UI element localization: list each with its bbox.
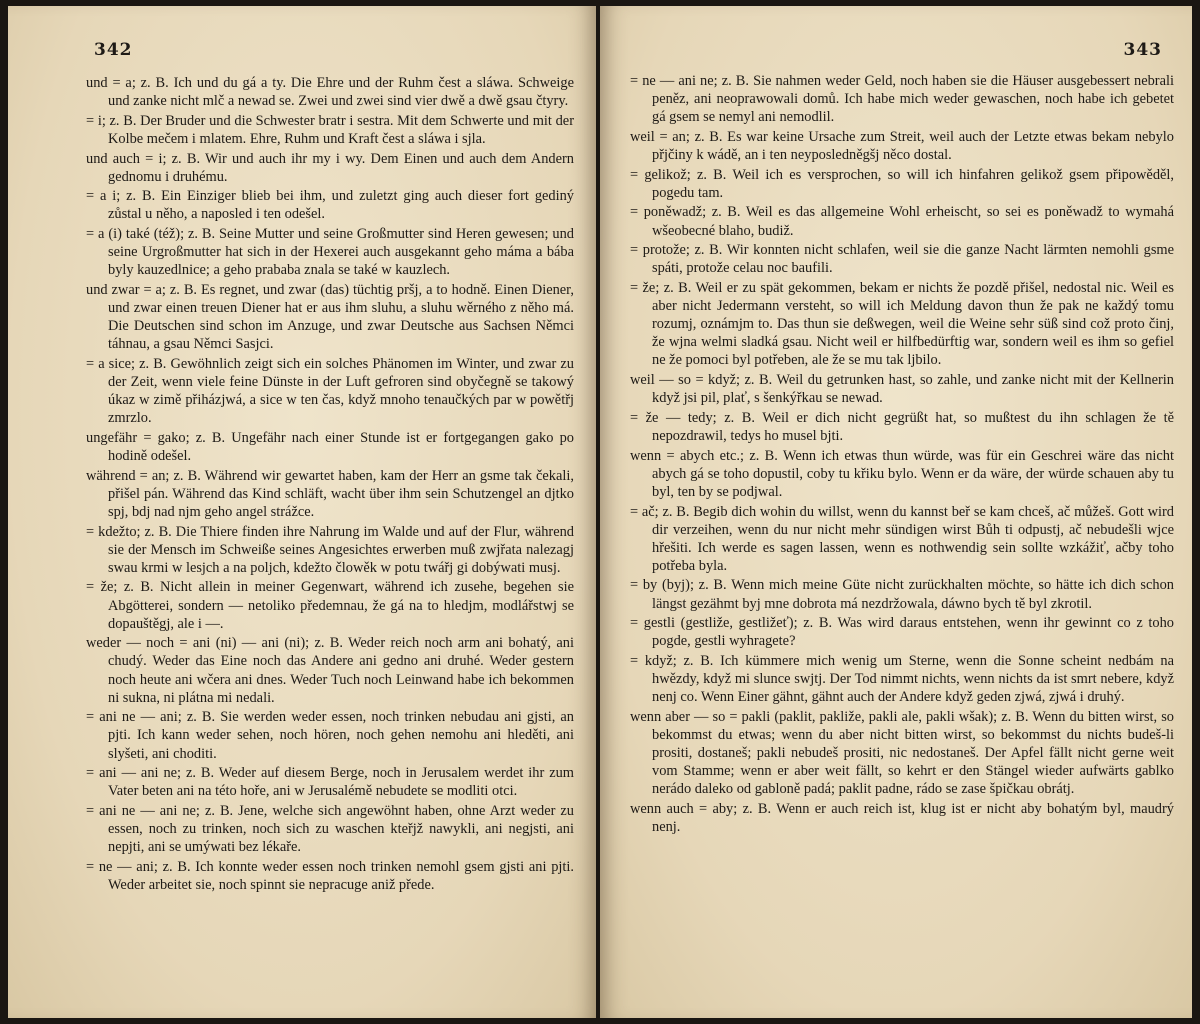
dictionary-entry: = ne — ani; z. B. Ich konnte weder essen noch trinken nemohl gsem gjsti ani pjti. Weder arbeitet sie, noch spinnt sie nepracuge aniž přede.: [86, 858, 574, 893]
dictionary-entry: wenn auch = aby; z. B. Wenn er auch reich ist, klug ist er nicht aby bohatým byl, maudrý nenj.: [630, 800, 1174, 836]
dictionary-entry: weil — so = když; z. B. Weil du getrunken hast, so zahle, und zanke nicht mit der Kellnerin když jsi pil, plať, s šenkýřkau se newad.: [630, 372, 1174, 407]
dictionary-entry: ungefähr = gako; z. B. Ungefähr nach einer Stunde ist er fortgegangen gako po hodině odešel.: [86, 429, 574, 465]
dictionary-entry: = a (i) také (též); z. B. Seine Mutter und seine Großmutter sind Heren gewesen; und seine Urgroßmutter hat sich in der Hexerei auch ausgekannt geho máma a bába byly kauzedlnice; a geho prababa znala se také w kauzlech.: [86, 226, 574, 279]
dictionary-entry: und = a; z. B. Ich und du gá a ty. Die Ehre und der Ruhm čest a sláwa. Schweige und zanke nicht mlč a newad se. Zwei und zwei sind vier dwě a dwě gsau čtyry.: [86, 75, 574, 110]
left-page: [8, 6, 596, 1018]
dictionary-entry: = a i; z. B. Ein Einziger blieb bei ihm, und zuletzt ging auch dieser fort gediný zůstal u něho, a naposled i ten odešel.: [86, 188, 574, 223]
dictionary-entry: = ač; z. B. Begib dich wohin du willst, wenn du kannst beř se kam chceš, ač můžeš. Gott wird dir verzeihen, wenn du nur nicht mehr sündigen wirst Bůh ti odpustj, ač nebudešli wjce hřešiti. Ich werde es sagen lassen, wenn es nothwendig sein sollte wzkážiť, ačby toho potřeba byla.: [630, 503, 1174, 574]
dictionary-entry: = ani ne — ani; z. B. Sie werden weder essen, noch trinken nebudau ani gjsti, an pjti. Ich kann weder sehen, noch hören, noch gehen nemohu ani hleděti, ani slyšeti, ani choditi.: [86, 709, 574, 762]
dictionary-entry: = by (byj); z. B. Wenn mich meine Güte nicht zurückhalten möchte, so hätte ich dich schon längst gezähmt byj mne dobrota má nezdržowala, dáwno bych tě byl zkrotil.: [630, 577, 1174, 612]
right-page-number: 343: [1123, 40, 1162, 60]
dictionary-entry: = že; z. B. Nicht allein in meiner Gegenwart, während ich zusehe, begehen sie Abgötterei, sondern — netoliko předemnau, že gá na to hledjm, modlářstwj se dopauštěgj, ale i —.: [86, 579, 574, 632]
dictionary-entry: = gelikož; z. B. Weil ich es versprochen, so will ich hinfahren gelikož gsem připowěděl, pogedu tam.: [630, 166, 1174, 201]
dictionary-entry: = protože; z. B. Wir konnten nicht schlafen, weil sie die ganze Nacht lärmten nemohli gsme spáti, protože celau noc baufili.: [630, 242, 1174, 277]
dictionary-entry: während = an; z. B. Während wir gewartet haben, kam der Herr an gsme tak čekali, přišel pán. Während das Kind schläft, wacht über ihm sein Schutzengel an djtko spj, bdj nad njm geho angel strážce.: [86, 467, 574, 520]
dictionary-entry: = a sice; z. B. Gewöhnlich zeigt sich ein solches Phänomen im Winter, und zwar zu der Zeit, wenn viele feine Dünste in der Luft gefroren sind obyčegně se takowý úkaz w zimě přiházjwá, a sice w ten čas, když mnoho tenaučkých par w powětřj zmrzlo.: [86, 355, 574, 427]
dictionary-entry: und zwar = a; z. B. Es regnet, und zwar (das) tüchtig pršj, a to hodně. Einen Diener, und zwar einen treuen Diener hat er aus ihm sluhu, a sluhu wěrného z něho má. Die Deutschen sind schon im Anzuge, und zwar Deutsche aus Sachsen Němci táhnau, a gsau Němci Sasjci.: [86, 282, 574, 353]
dictionary-entry: = když; z. B. Ich kümmere mich wenig um Sterne, wenn die Sonne scheint nedbám na hwězdy, když mi slunce swjtj. Der Tod nimmt nichts, wenn nichts da ist smrt nebere, když nenj co. Wenn Einer gähnt, gähnt auch der Andere když geden zjwá, zjwá i druhý.: [630, 653, 1174, 706]
right-page: [600, 6, 1192, 1018]
dictionary-entry: und auch = i; z. B. Wir und auch ihr my i wy. Dem Einen und auch dem Andern gednomu i druhému.: [86, 150, 574, 185]
dictionary-entry: = ani — ani ne; z. B. Weder auf diesem Berge, noch in Jerusalem werdet ihr zum Vater beten ani na této hoře, ani w Jerusalémě nebudete se modliti otci.: [86, 765, 574, 800]
dictionary-entry: = gestli (gestliže, gestližeť); z. B. Was wird daraus entstehen, wenn ihr gewinnt co z toho pogde, gestli wyhragete?: [630, 615, 1174, 650]
dictionary-entry: = i; z. B. Der Bruder und die Schwester bratr i sestra. Mit dem Schwerte und mit der Kolbe mečem i mlatem. Ehre, Ruhm und Kraft čest a sláwa i sjla.: [86, 112, 574, 147]
dictionary-entry: wenn = abych etc.; z. B. Wenn ich etwas thun würde, was für ein Geschrei wäre das nicht abych gá se toho dopustil, coby tu křiku bylo. Wenn er da wäre, der würde schauen aby tu byl, ten by se podjwal.: [630, 447, 1174, 500]
dictionary-entry: = kdežto; z. B. Die Thiere finden ihre Nahrung im Walde und auf der Flur, während sie der Mensch im Schweiße seines Angesichtes erwerben muß zwjřata nalezagj swau krmi w lesjch a na poljch, kdežto člowěk w potu twářj gi dobýwati musj.: [86, 523, 574, 576]
dictionary-entry: = že; z. B. Weil er zu spät gekommen, bekam er nichts že pozdě přišel, nedostal nic. Weil es aber nicht Jedermann versteht, so will ich Meldung davon thun že pak ne každý tomu rozumj, oznámjm to. Das thun sie deßwegen, weil die Weine sehr süß sind což proto činj, že wjna welmi sladká gsau. Nicht weil er hilfbedürftig war, sondern weil es ihm so gefiel ne že pomoci byl potřeben, ale že se mu tak ljbilo.: [630, 280, 1174, 369]
dictionary-entry: = ani ne — ani ne; z. B. Jene, welche sich angewöhnt haben, ohne Arzt weder zu essen, noch zu trinken, noch sich zu waschen kteřjž nawykli, ani negjsti, ani nepjti, ani se umýwati bez lékaře.: [86, 802, 574, 856]
dictionary-entry: = že — tedy; z. B. Weil er dich nicht gegrüßt hat, so mußtest du ihn schlagen že tě nepozdrawil, tedys ho musel bjti.: [630, 409, 1174, 444]
left-page-entries: [86, 74, 574, 894]
dictionary-entry: weder — noch = ani (ni) — ani (ni); z. B. Weder reich noch arm ani bohatý, ani chudý. Weder das Eine noch das Andere ani gedno ani druhé. Weder gestern noch heute ani wčera ani dnes. Weder Tuch noch Leinwand habe ich bekommen ni sukna, ni plátna mi nedali.: [86, 635, 574, 706]
left-page-number: 342: [94, 40, 133, 60]
dictionary-entry: wenn aber — so = pakli (paklit, pakliže, pakli ale, pakli wšak); z. B. Wenn du bitten wirst, so bekommst du etwas; wenn du aber nicht bitten wirst, so bekommst du nichts budeš-li prositi, dostaneš; pakli nebudeš prositi, nic nedostaneš. Der Apfel fällt nicht gerne weit vom Stamme; wenn er aber weit fällt, so kehrt er den Stängel wieder aufwärts gablko nerádo daleko od gabloně padá; paklit padne, rádo se zase špičkau obrátj.: [630, 708, 1174, 798]
dictionary-entry: = poněwadž; z. B. Weil es das allgemeine Wohl erheischt, so sei es poněwadž to wymahá wšeobecné blaho, budiž.: [630, 204, 1174, 239]
dictionary-entry: = ne — ani ne; z. B. Sie nahmen weder Geld, noch haben sie die Häuser ausgebessert nebrali peněz, ani neoprawowali domů. Ich habe mich weder gewaschen, noch habe ich gebetet gá gsem se nemyl ani nemodlil.: [630, 73, 1174, 126]
dictionary-entry: weil = an; z. B. Es war keine Ursache zum Streit, weil auch der Letzte etwas bekam nebylo přjčiny k wádě, an i ten neyposledněgšj něco dostal.: [630, 128, 1174, 163]
right-page-entries: [630, 72, 1174, 836]
